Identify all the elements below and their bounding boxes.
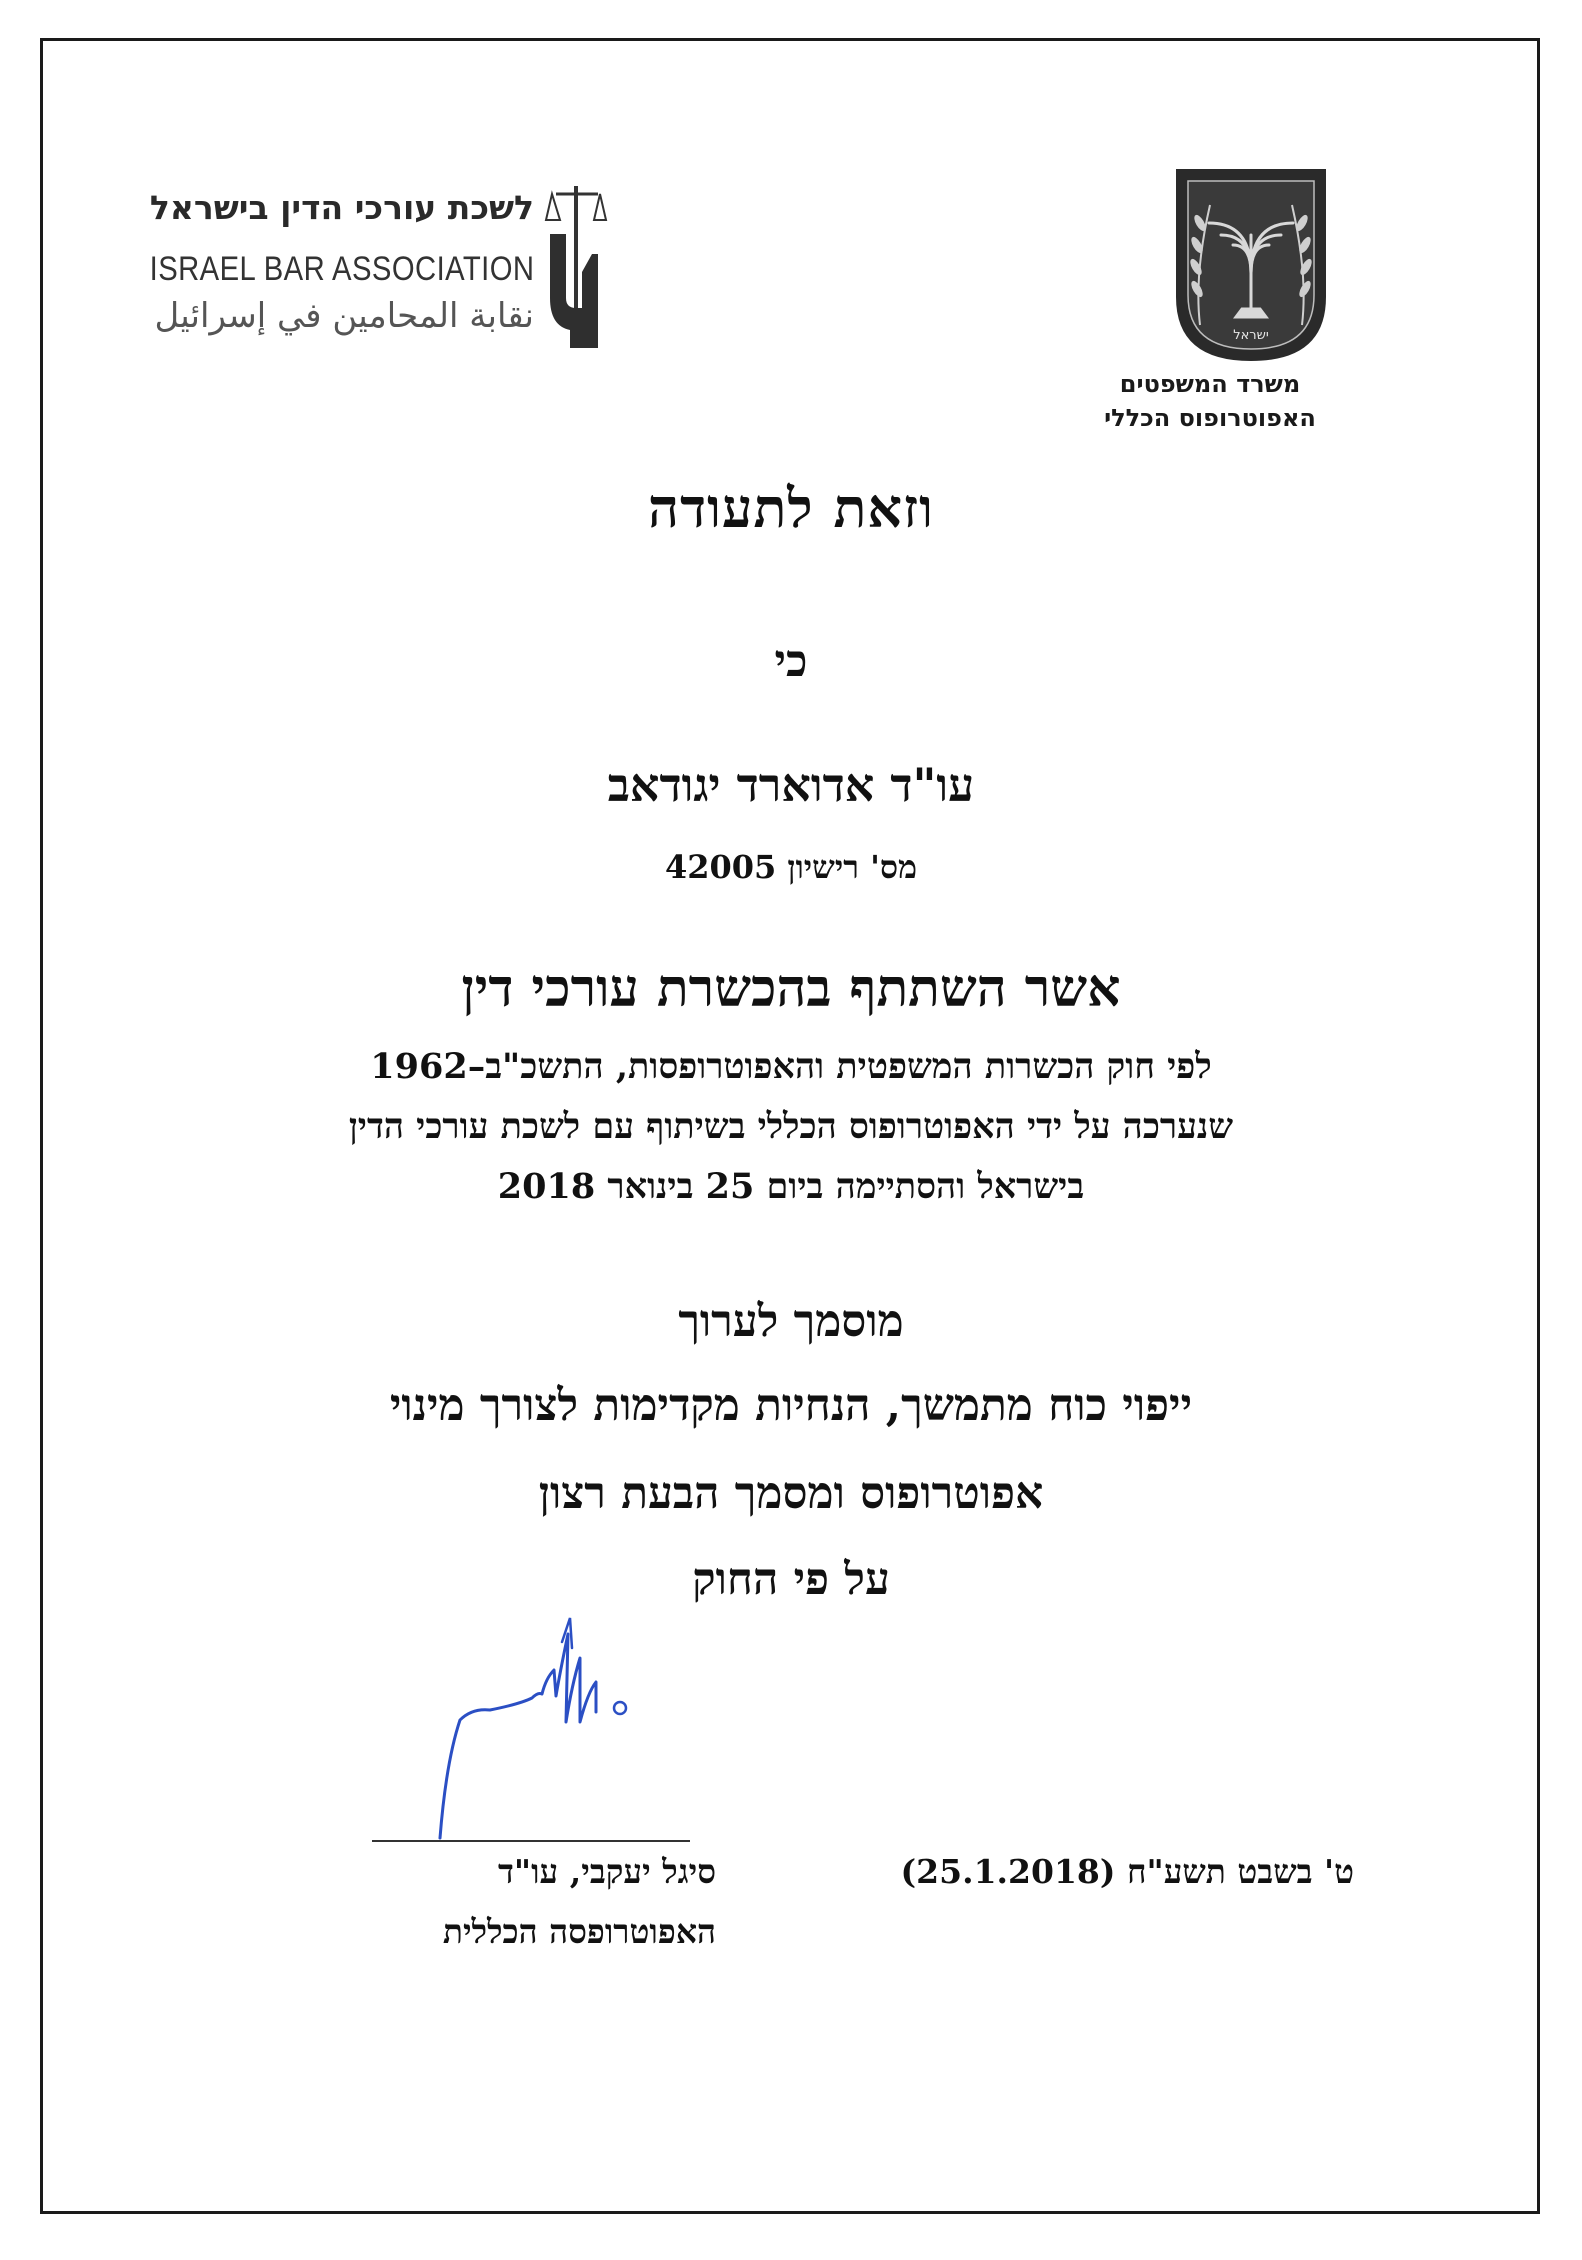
- handwritten-signature: [420, 1612, 680, 1852]
- scales-of-justice-icon: [542, 180, 608, 360]
- authorization-line: על פי החוק: [692, 1554, 890, 1605]
- authorization-line: מוסמך לערוך: [678, 1296, 904, 1347]
- ministry-name: משרד המשפטים: [1119, 370, 1301, 398]
- ministry-department: האפוטרופוס הכללי: [1104, 404, 1316, 432]
- law-line: לפי חוק הכשרות המשפטית והאפוטרופסות, התשכ"ב–1962: [370, 1046, 1212, 1087]
- certificate-conjunction: כי: [774, 636, 808, 687]
- bar-association-logo: [149, 180, 608, 360]
- state-emblem-icon: [1170, 165, 1332, 365]
- license-number: מס' רישיון 42005: [664, 848, 918, 886]
- issue-date: ט' בשבט תשע"ח (25.1.2018): [900, 1852, 1354, 1891]
- bar-association-english: ISRAEL BAR ASSOCIATION: [149, 250, 534, 288]
- authorization-line: ייפוי כוח מתמשך, הנחיות מקדימות לצורך מינוי: [389, 1380, 1193, 1431]
- certificate-title: וזאת לתעודה: [648, 476, 934, 540]
- signer-title: האפוטרופסה הכללית: [442, 1912, 716, 1951]
- authorization-line: אפוטרופוס ומסמך הבעת רצון: [538, 1468, 1044, 1519]
- bar-association-arabic: نقابة المحامين في إسرائيل: [154, 296, 534, 336]
- participation-statement: אשר השתתף בהכשרת עורכי דין: [461, 958, 1121, 1019]
- signature-line: [372, 1840, 690, 1842]
- law-line: שנערכה על ידי האפוטרופוס הכללי בשיתוף עם לשכת עורכי הדין: [348, 1106, 1234, 1147]
- law-line: בישראל והסתיימה ביום 25 בינואר 2018: [497, 1166, 1085, 1207]
- signer-name: סיגל יעקבי, עו"ד: [498, 1852, 716, 1891]
- bar-association-hebrew: לשכת עורכי הדין בישראל: [149, 188, 534, 227]
- emblem-label: ישראל: [1233, 328, 1269, 343]
- recipient-name: עו"ד אדוארד יגודאב: [607, 758, 975, 812]
